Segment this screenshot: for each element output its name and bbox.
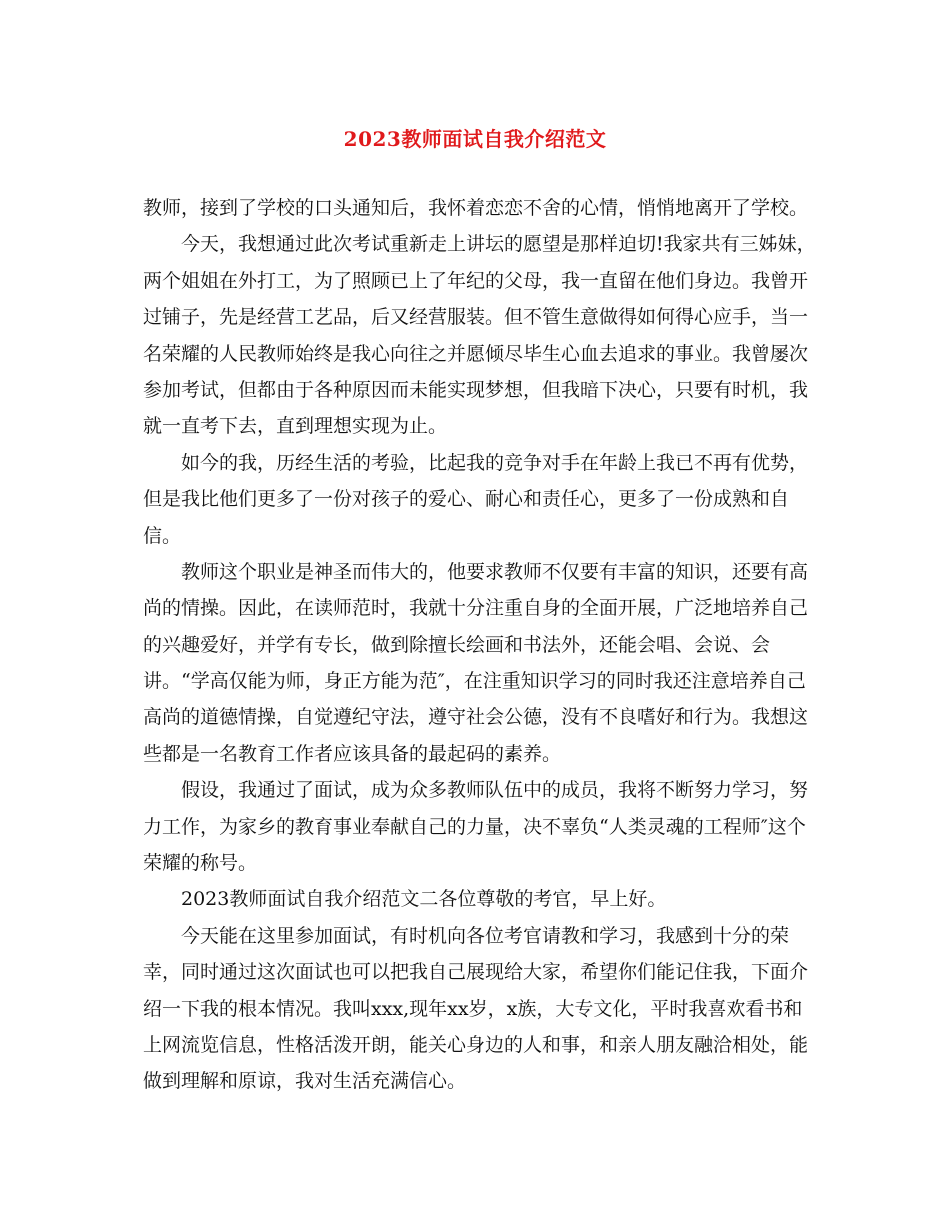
document-body	[143, 190, 823, 1100]
body-line: 假设，我通过了面试，成为众多教师队伍中的成员，我将不断努力学习，努	[181, 779, 809, 802]
body-line: 讲。“学高仅能为师，身正方能为范″，在注重知识学习的同时我还注意培养自己	[143, 670, 806, 693]
body-line: 尚的情操。因此，在读师范时，我就十分注重自身的全面开展，广泛地培养自己	[143, 597, 809, 620]
body-line: 的兴趣爱好，并学有专长，做到除擅长绘画和书法外，还能会唱、会说、会	[143, 633, 771, 656]
body-line: 今天能在这里参加面试，有时机向各位考官请教和学习，我感到十分的荣	[181, 924, 790, 947]
body-line: 做到理解和原谅，我对生活充满信心。	[143, 1070, 467, 1093]
body-line: 教师，接到了学校的口头通知后，我怀着恋恋不舍的心情，悄悄地离开了学校。	[143, 197, 809, 219]
body-line: 绍一下我的根本情况。我叫xxx,现年xx岁，x族，大专文化，平时我喜欢看书和	[143, 997, 803, 1020]
body-line: 如今的我，历经生活的考验，比起我的竞争对手在年龄上我已不再有优势，	[181, 451, 809, 474]
body-line: 幸，同时通过这次面试也可以把我自己展现给大家，希望你们能记住我，下面介	[143, 961, 809, 984]
body-line: 参加考试，但都由于各种原因而未能实现梦想，但我暗下决心，只要有时机，我	[143, 378, 809, 401]
body-line: 些都是一名教育工作者应该具备的最起码的素养。	[143, 742, 562, 765]
body-line: 教师这个职业是神圣而伟大的，他要求教师不仅要有丰富的知识，还要有高	[181, 560, 809, 583]
body-line: 荣耀的称号。	[143, 852, 258, 875]
body-line: 力工作，为家乡的教育事业奉献自己的力量，决不辜负“人类灵魂的工程师″这个	[143, 815, 806, 838]
body-line: 2023教师面试自我介绍范文二各位尊敬的考官，早上好。	[181, 888, 667, 911]
body-line: 今天，我想通过此次考试重新走上讲坛的愿望是那样迫切!我家共有三姊妹，	[181, 233, 816, 256]
body-line: 上网流览信息，性格活泼开朗，能关心身边的人和事，和亲人朋友融洽相处，能	[143, 1033, 809, 1056]
body-line: 名荣耀的人民教师始终是我心向往之并愿倾尽毕生心血去追求的事业。我曾屡次	[143, 342, 809, 365]
document-title: 2023教师面试自我介绍范文	[343, 127, 607, 151]
body-line: 但是我比他们更多了一份对孩子的爱心、耐心和责任心，更多了一份成熟和自	[143, 488, 790, 511]
body-line: 过铺子，先是经营工艺品，后又经营服装。但不管生意做得如何得心应手，当一	[143, 306, 809, 329]
body-line: 信。	[143, 524, 182, 547]
body-line: 两个姐姐在外打工，为了照顾已上了年纪的父母，我一直留在他们身边。我曾开	[143, 269, 809, 292]
body-line: 高尚的道德情操，自觉遵纪守法，遵守社会公德，没有不良嗜好和行为。我想这	[143, 706, 809, 729]
body-line: 就一直考下去，直到理想实现为止。	[143, 415, 448, 438]
